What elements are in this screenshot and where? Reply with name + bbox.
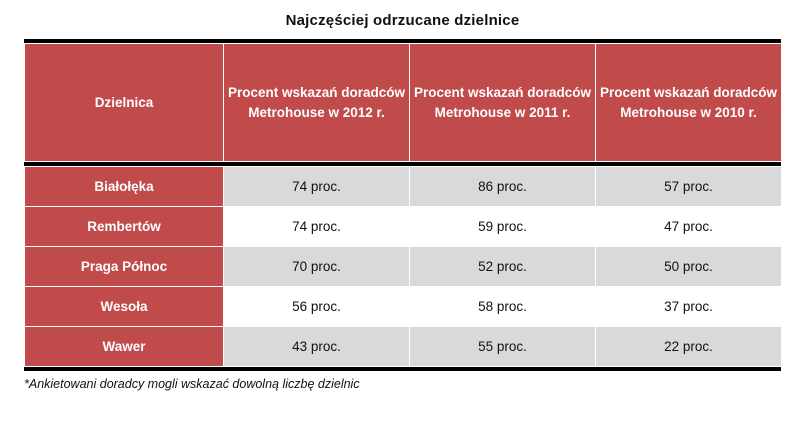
table-bottom-rule [24, 367, 781, 371]
cell-district: Wawer [25, 327, 224, 367]
table-header-row [25, 44, 782, 162]
table-row [25, 327, 782, 367]
cell-2011: 58 proc. [410, 287, 596, 327]
column-header-2012: Procent wskazań doradców Metrohouse w 2012 r. [224, 44, 410, 162]
cell-2011: 59 proc. [410, 207, 596, 247]
column-header-district: Dzielnica [25, 44, 224, 162]
table-row [25, 207, 782, 247]
cell-2012: 74 proc. [224, 167, 410, 207]
cell-district: Białołęka [25, 167, 224, 207]
table-row [25, 167, 782, 207]
cell-district: Praga Północ [25, 247, 224, 287]
column-header-2010: Procent wskazań doradców Metrohouse w 2010 r. [596, 44, 782, 162]
cell-2011: 52 proc. [410, 247, 596, 287]
cell-2010: 47 proc. [596, 207, 782, 247]
table-header [25, 44, 782, 162]
cell-2012: 43 proc. [224, 327, 410, 367]
cell-2010: 37 proc. [596, 287, 782, 327]
table-row [25, 247, 782, 287]
cell-2012: 74 proc. [224, 207, 410, 247]
table-footnote: *Ankietowani doradcy mogli wskazać dowolną liczbę dzielnic [24, 377, 360, 391]
table-body [25, 167, 782, 367]
table-row [25, 287, 782, 327]
cell-2011: 86 proc. [410, 167, 596, 207]
column-header-2011: Procent wskazań doradców Metrohouse w 2011 r. [410, 44, 596, 162]
cell-district: Wesoła [25, 287, 224, 327]
cell-district: Rembertów [25, 207, 224, 247]
cell-2011: 55 proc. [410, 327, 596, 367]
cell-2012: 70 proc. [224, 247, 410, 287]
cell-2010: 22 proc. [596, 327, 782, 367]
rejected-districts-table [24, 43, 782, 162]
rejected-districts-table-body [24, 166, 782, 367]
table-container [24, 39, 781, 371]
cell-2010: 57 proc. [596, 167, 782, 207]
cell-2010: 50 proc. [596, 247, 782, 287]
cell-2012: 56 proc. [224, 287, 410, 327]
page-title: Najczęściej odrzucane dzielnice [285, 12, 520, 29]
